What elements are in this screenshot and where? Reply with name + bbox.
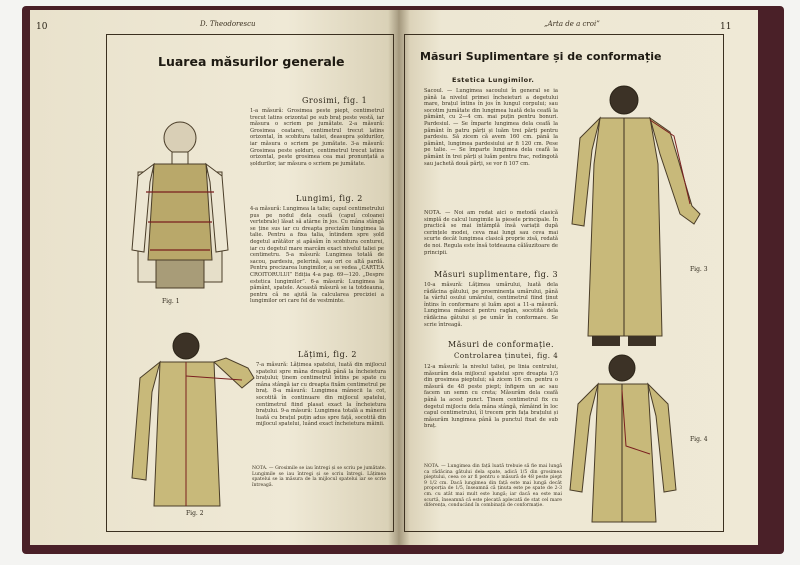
section-heading-controlarea: Controlarea ținutei, fig. 4: [454, 352, 559, 360]
page-number-right: 11: [720, 22, 732, 32]
right-page: [398, 10, 758, 545]
figure-3-caption: Fig. 3: [690, 266, 708, 273]
section-text-nota-clasica: NOTA. — Noi am redat aici o metodă clasică simplă de calcul lungimile la piesele principale. În practică se mai întâmplă însă variații după cerințele modei, ceva mai lungi sau ceva mai scurte decât lungimea clasică proprie zisă, redată de noi. Regula este însă totdeauna călăuzitoare de principii.: [424, 210, 558, 256]
page-title-right: Măsuri Suplimentare și de conformație: [420, 50, 662, 63]
section-heading-estetica: Estetica Lungimilor.: [452, 76, 535, 84]
running-head-left: D. Theodorescu: [200, 20, 256, 28]
section-heading-lungimi: Lungimi, fig. 2: [296, 194, 363, 203]
page-title-left: Luarea măsurilor generale: [158, 54, 345, 69]
figure-1-illustration: [116, 110, 244, 290]
section-text-estetica: Sacoul. — Lungimea sacoului în general se ia până la nivelul primei încheieturi a degetului mare, brațul întins în jos în lungul corpului; sau socotim jumătate din lungimea luată dela ceafă la pământ, cu 2—4 cm. mai puțin pentru bonuri. Pardesiul. — Se împarte lungimea dela ceafă la pământ în patru părți și luăm trei părți pentru pardesiu. Să zicem că avem 160 cm. până la pământ, lungimea pardesiului ar fi 120 cm. Pese pe talie. — Se împarte lungimea dela ceafă la pământ în trei părți și luăm pentru frac, redingotă sau jachetă două părți, se vor fi 107 cm.: [424, 88, 558, 167]
book-gutter: [388, 10, 410, 545]
section-text-masuri-suplimentare: 10-a măsură: Lățimea umărului, luată dela rădăcina gâtului, pe proeminența umărului, până la vârful osului umărului, centimetrul fiind ținut întins în conformare și luăm apoi a 11-a măsură. Lungimea mânecii pentru raglan, socotită dela rădăcina gâtului și pe umăr în conformare. Se scrie întreagă.: [424, 282, 558, 328]
figure-1-caption: Fig. 1: [162, 298, 180, 305]
figure-3-illustration: [566, 74, 716, 348]
section-heading-latimi: Lățimi, fig. 2: [298, 350, 357, 359]
section-text-lungimi: 4-a măsură: Lungimea la talie; capul centimetrului pus pe nodul dela ceafă (capul coloanei vertebrale) lăsat să atârne în jos. Cu mâna stângă se ține sus iar cu dreapta precizăm lungimea la talie. Pentru a fixa talia, întindem spre șold degetul arătător și apăsăm în scobitura centurei, iar cu degetul mare marcăm exact nivelul taliei pe centimetru. 5-a măsură: Lungimea totală de sacou, pardesiu, pelerină, sau ori ce altă pardă. Pentru precizarea lungimilor, a se vedea „CARTEA CROITORULUI” Ediția 4-a pag. 69—120. „Despre estetica lungimilor”. 6-a măsură: Lungimea la pământ, spatele. Această măsură se ia totdeauna, pentru că ne ajută la calcularea preciziei a lungimilor ori care fel de vestminte.: [250, 206, 384, 305]
note-right: NOTA. — Lungimea din față luată trebuie să fie mai lungă ca rădăcina gâtului dela spate, adică 1/5 din grosimea pieptului, ceea ce ar fi pentru o măsură de 48 peste piept 9 1/2 cm. Dacă lungimea din față este mai lungă decât proporția de 1/5, înseamnă că ținuta este pe spate de 2-3 cm. cu atât mai mult este lungă; iar dacă ea este mai scurtă, înseamnă că este plecată aplecată de stat cel mare diferența, conducând în combinații de conformație.: [424, 464, 562, 509]
section-text-latimi: 7-a măsură: Lățimea spatelui, luată din mijlocul spatelui spre mâna dreaptă până la încheietura brațului; ținem centimetrul întins pe spate cu mâna stângă iar cu dreapta fixăm centimetrul pe braț. 8-a măsură: Lungimea mânecii la cot, socotită în continuare din mijlocul spatelui, centimetrul fiind plasat exact la încheietura brațului. 9-a măsură: Lungimea totală a mânecii luată cu brațul puțin adus spre față, socotită din mijlocul spatelui, luând exact încheietura mâinii.: [256, 362, 386, 428]
section-text-grosimi: 1-a măsură: Grosimea peste piept, centimetrul trecut latins orizontal pe sub braț peste vestă, iar măsura o scriem pe jumătate. 2-a măsură: Grosimea ceatarei, centimetrul trecut latins orizontal, în scobitura taliei, deasupra șoldurilor, iar măsura o scriem pe jumătate. 3-a măsură: Grosimea peste șolduri, centimetrul trecut latins orizontal, peste grosimea cea mai pronunțată a șoldurilor, iar măsura o scriem pe jumătate.: [250, 108, 384, 167]
running-head-right: „Arta de a croi”: [544, 20, 600, 28]
figure-2-illustration: [116, 328, 256, 518]
note-left: NOTA. — Grosimile se iau întregi și se scriu pe jumătate. Lungimile se iau întregi și se scriu întregi. Lățimea spatelui se ia măsura de la mijlocul spatelui iar se scrie întreagă.: [252, 466, 386, 488]
section-heading-grosimi: Grosimi, fig. 1: [302, 96, 368, 105]
figure-4-caption: Fig. 4: [690, 436, 708, 443]
left-page: [30, 10, 398, 545]
section-heading-conformatie: Măsuri de conformație.: [448, 340, 554, 349]
section-text-controlarea: 12-a măsură: la nivelul taliei, pe linia centrului, măsurăm dela mijlocul spatelui spre dreapta 1/3 din grosimea pieptului; să zicem 16 cm. pentru o măsură de 48 peste piept; înfigem un ac sau facem un semn cu creta; Măsurăm dela ceafă până la acest punct. Ținem centimetrul fix cu degetul mijlociu dela mâna stângă, rămâind în loc capul centimetrului, îl trecem prin fața brațului și măsurăm lungimea până la punctul fixat de sub braț.: [424, 364, 558, 430]
page-number-left: 10: [36, 22, 48, 32]
section-heading-masuri-suplimentare: Măsuri suplimentare, fig. 3: [434, 270, 559, 279]
figure-2-caption: Fig. 2: [186, 510, 204, 517]
